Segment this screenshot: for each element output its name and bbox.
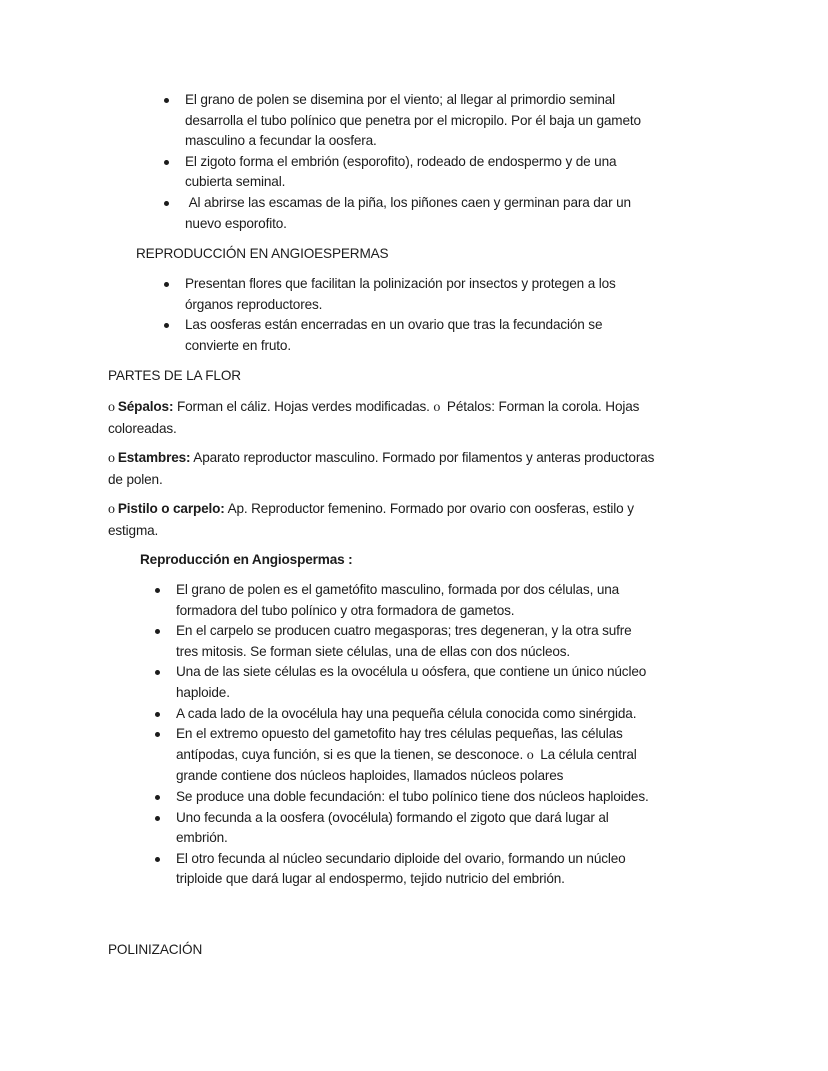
circle-marker-icon: o	[108, 451, 115, 466]
bullet-icon	[155, 712, 160, 717]
list-item	[185, 90, 655, 152]
list-item-text: Al abrirse las escamas de la piña, los piñones caen y germinan para dar un nuevo esporofito.	[185, 194, 635, 231]
term-label: Estambres:	[117, 450, 191, 465]
list-item-text: Una de las siete células es la ovocélula u oósfera, que contiene un único núcleo haploide.	[176, 664, 647, 700]
bullet-icon	[155, 670, 160, 675]
list-item-text: El otro fecunda al núcleo secundario diploide del ovario, formando un núcleo triploide que dará lugar al endospermo, tejido nutricio del embrión.	[176, 850, 626, 887]
section-heading-pollination: POLINIZACIÓN	[108, 942, 203, 957]
bullet-icon	[155, 629, 160, 634]
bullet-icon	[155, 816, 160, 821]
list-item-text: A cada lado de la ovocélula hay una pequeña célula conocida como sinérgida.	[176, 705, 637, 721]
list-item-text: El grano de polen se disemina por el viento; al llegar al primordio seminal desarrolla el tubo polínico que penetra por el micropilo. Por él baja un gameto masculino a fecundar la oosfera.	[185, 92, 641, 149]
bullet-icon	[155, 588, 160, 593]
bullet-icon	[155, 732, 160, 737]
section-heading-flower-parts: PARTES DE LA FLOR	[108, 368, 241, 383]
list-item	[176, 787, 656, 808]
list-item	[176, 724, 656, 787]
bullet-icon	[155, 857, 160, 862]
list-item	[185, 193, 655, 234]
bullet-icon	[164, 160, 169, 165]
bullet-icon	[155, 795, 160, 800]
list-item	[185, 152, 655, 193]
gymnosperm-bullet-list	[185, 90, 655, 234]
definition-text: Ap. Reproductor femenino. Formado por ovario con oosferas, estilo y estigma.	[108, 501, 638, 538]
list-item	[185, 274, 655, 315]
list-item-text: En el extremo opuesto del gametofito hay tres células pequeñas, las células antípodas, cuya función, si es que la tienen, se desconoce.	[176, 726, 627, 762]
list-item	[185, 315, 655, 356]
flower-part-sepals	[108, 397, 658, 439]
term-label: Pistilo o carpelo:	[117, 501, 225, 516]
list-item-text: Las oosferas están encerradas en un ovario que tras la fecundación se convierte en fruto.	[185, 317, 603, 353]
list-item-text: En el carpelo se producen cuatro megasporas; tres degeneran, y la otra sufre tres mitosis. Se forman siete células, una de ellas con dos núcleos.	[176, 623, 632, 659]
subheading-angiosperm-reproduction: Reproducción en Angiospermas :	[140, 552, 353, 567]
circle-marker-icon: o	[433, 400, 441, 415]
list-item	[176, 808, 656, 849]
term-label: Sépalos:	[117, 399, 174, 414]
list-item-text: El zigoto forma el embrión (esporofito), rodeado de endospermo y de una cubierta seminal.	[185, 153, 617, 190]
reproduction-bullet-list	[176, 580, 656, 890]
list-item-text: Se produce una doble fecundación: el tubo polínico tiene dos núcleos haploides.	[176, 788, 649, 804]
circle-marker-icon: o	[108, 400, 115, 415]
flower-part-pistil	[108, 499, 658, 541]
angiosperm-bullet-list	[185, 274, 655, 356]
bullet-icon	[164, 201, 169, 206]
list-item-text: Presentan flores que facilitan la polinización por insectos y protegen a los órganos reproductores.	[185, 276, 616, 312]
list-item-text: Uno fecunda a la oosfera (ovocélula) formando el zigoto que dará lugar al embrión.	[176, 809, 609, 846]
list-item	[176, 580, 656, 621]
section-heading-angiosperm-reproduction: REPRODUCCIÓN EN ANGIOESPERMAS	[136, 246, 389, 261]
bullet-icon	[164, 282, 169, 287]
bullet-icon	[164, 98, 169, 103]
list-item-text: El grano de polen es el gametófito masculino, formada por dos células, una formadora del tubo polínico y otra formadora de gametos.	[176, 582, 620, 618]
list-item	[176, 704, 656, 725]
list-item	[176, 621, 656, 662]
list-item	[176, 849, 656, 890]
definition-text: Forman el cáliz. Hojas verdes modificadas.	[173, 399, 434, 414]
circle-marker-icon: o	[526, 747, 534, 763]
circle-marker-icon: o	[108, 502, 115, 517]
definition-text: Pétalos: Forman la corola. Hojas coloreadas.	[108, 399, 643, 436]
bullet-icon	[164, 323, 169, 328]
list-item	[176, 662, 656, 703]
flower-part-stamens	[108, 448, 658, 490]
definition-text: Aparato reproductor masculino. Formado por filamentos y anteras productoras de polen.	[108, 450, 658, 487]
list-item-text: La célula central grande contiene dos núcleos haploides, llamados núcleos polares	[176, 746, 641, 784]
